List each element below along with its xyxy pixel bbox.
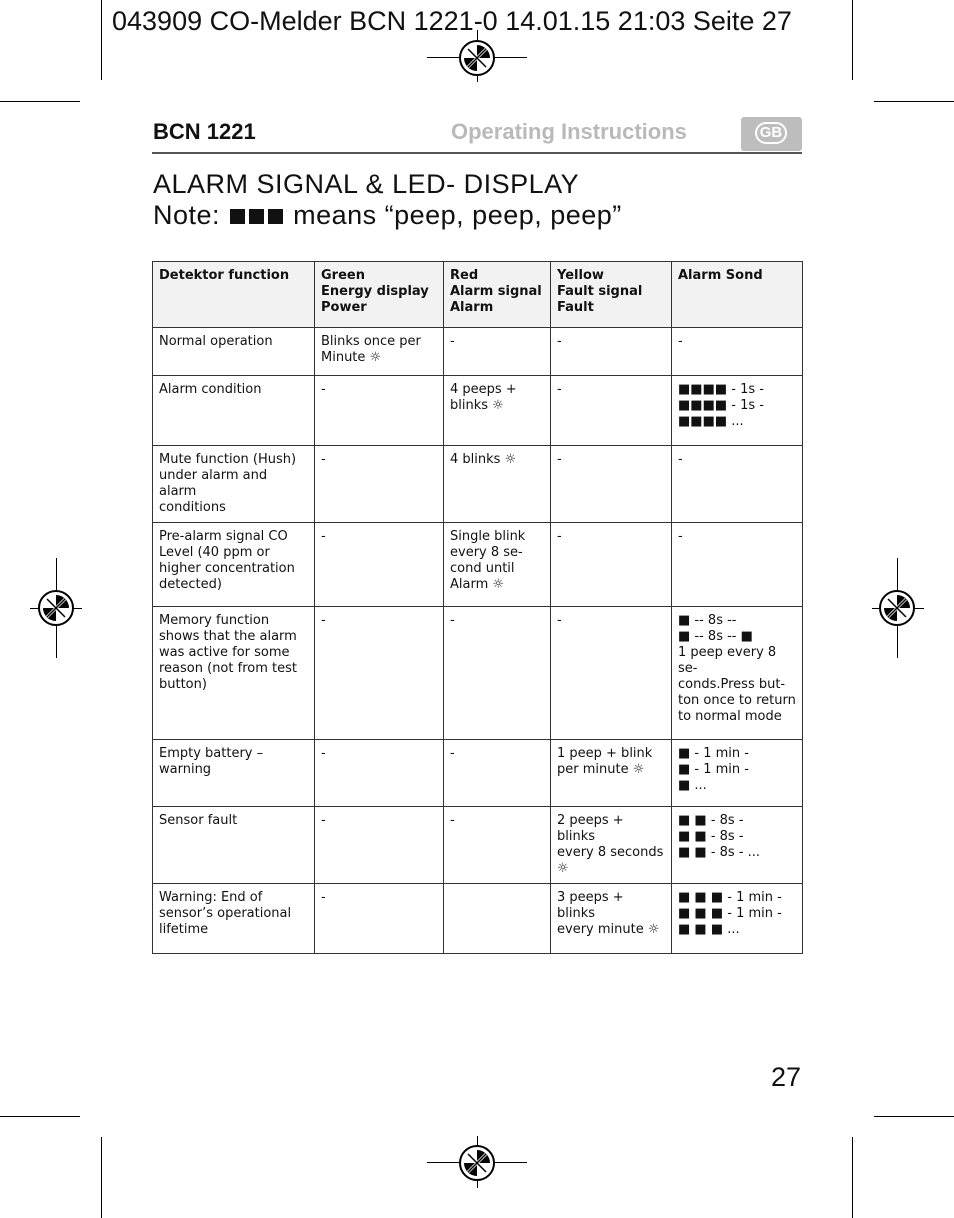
table-cell: Mute function (Hush) under alarm and alarm conditions: [153, 446, 315, 523]
table-cell: Alarm condition: [153, 376, 315, 446]
page-number: 27: [771, 1062, 802, 1092]
table-cell: Normal operation: [153, 328, 315, 376]
table-cell: 2 peeps + blinks every 8 seconds ☼: [551, 807, 672, 884]
table-cell: 4 peeps + blinks ☼: [444, 376, 551, 446]
column-header: Yellow Fault signal Fault: [551, 262, 672, 328]
table-cell: -: [672, 328, 803, 376]
peep-square-icon: [230, 209, 245, 224]
language-badge: [741, 117, 802, 151]
page-title: ALARM SIGNAL & LED- DISPLAY: [153, 169, 580, 199]
table-row: [153, 740, 803, 807]
table-cell: Warning: End of sensor’s operational lifetime: [153, 884, 315, 954]
column-header: Alarm Sond: [672, 262, 803, 328]
table-cell: ■ ■ - 8s - ■ ■ - 8s - ■ ■ - 8s - ...: [672, 807, 803, 884]
table-cell: -: [315, 446, 444, 523]
section-title: Operating Instructions: [451, 119, 687, 144]
registration-mark-icon: [879, 590, 915, 626]
table-cell: -: [551, 376, 672, 446]
table-row: [153, 807, 803, 884]
table-cell: -: [551, 328, 672, 376]
crop-mark: [0, 1116, 80, 1117]
crop-mark: [874, 101, 954, 102]
table-cell: Memory function shows that the alarm was active for some reason (not from test button): [153, 607, 315, 740]
registration-mark-icon: [459, 40, 495, 76]
language-badge-label: GB: [755, 122, 787, 144]
table-cell: -: [444, 807, 551, 884]
table-cell: Pre-alarm signal CO Level (40 ppm or higher concentration detected): [153, 523, 315, 607]
table-row: [153, 523, 803, 607]
table-row: [153, 884, 803, 954]
table-cell: ■ - 1 min - ■ - 1 min - ■ ...: [672, 740, 803, 807]
column-header: Red Alarm signal Alarm: [444, 262, 551, 328]
table-row: [153, 607, 803, 740]
table-cell: Empty battery – warning: [153, 740, 315, 807]
table-cell: -: [551, 607, 672, 740]
peep-square-icon: [249, 209, 264, 224]
registration-mark-icon: [38, 590, 74, 626]
column-header: Green Energy display Power: [315, 262, 444, 328]
table-cell: Blinks once per Minute ☼: [315, 328, 444, 376]
print-slug: 043909 CO-Melder BCN 1221-0 14.01.15 21:03 Seite 27: [112, 6, 792, 36]
model-name: BCN 1221: [153, 119, 256, 144]
table-cell: 3 peeps + blinks every minute ☼: [551, 884, 672, 954]
table-cell: -: [315, 523, 444, 607]
peep-square-icon: [268, 209, 283, 224]
table-cell: [444, 884, 551, 954]
note-suffix: means “peep, peep, peep”: [293, 200, 622, 230]
crop-mark: [874, 1116, 954, 1117]
note-prefix: Note:: [153, 200, 221, 230]
crop-mark: [852, 0, 853, 80]
table-cell: ■ ■ ■ - 1 min - ■ ■ ■ - 1 min - ■ ■ ■ ...: [672, 884, 803, 954]
table-cell: -: [315, 740, 444, 807]
table-cell: -: [444, 328, 551, 376]
table-cell: -: [315, 884, 444, 954]
crop-mark: [101, 0, 102, 80]
table-row: [153, 376, 803, 446]
table-cell: ■■■■ - 1s - ■■■■ - 1s - ■■■■ ...: [672, 376, 803, 446]
table-cell: -: [672, 446, 803, 523]
table-cell: -: [444, 607, 551, 740]
table-row: [153, 328, 803, 376]
table-cell: -: [315, 376, 444, 446]
table-cell: Sensor fault: [153, 807, 315, 884]
table-header-row: [153, 262, 803, 328]
note-line: [153, 200, 622, 231]
table-cell: -: [672, 523, 803, 607]
table-cell: 1 peep + blink per minute ☼: [551, 740, 672, 807]
table-cell: -: [315, 807, 444, 884]
table-cell: 4 blinks ☼: [444, 446, 551, 523]
table-cell: -: [315, 607, 444, 740]
alarm-signal-table: [152, 261, 803, 954]
table-cell: -: [551, 523, 672, 607]
table-row: [153, 446, 803, 523]
registration-mark-icon: [459, 1145, 495, 1181]
table-cell: Single blink every 8 se- cond until Alarm ☼: [444, 523, 551, 607]
crop-mark: [852, 1137, 853, 1218]
crop-mark: [101, 1137, 102, 1218]
table-cell: -: [551, 446, 672, 523]
header-rule: [152, 152, 802, 154]
column-header: Detektor function: [153, 262, 315, 328]
table-cell: ■ -- 8s -- ■ -- 8s -- ■ 1 peep every 8 se- conds.Press but- ton once to return to normal mode: [672, 607, 803, 740]
table-cell: -: [444, 740, 551, 807]
crop-mark: [0, 101, 80, 102]
